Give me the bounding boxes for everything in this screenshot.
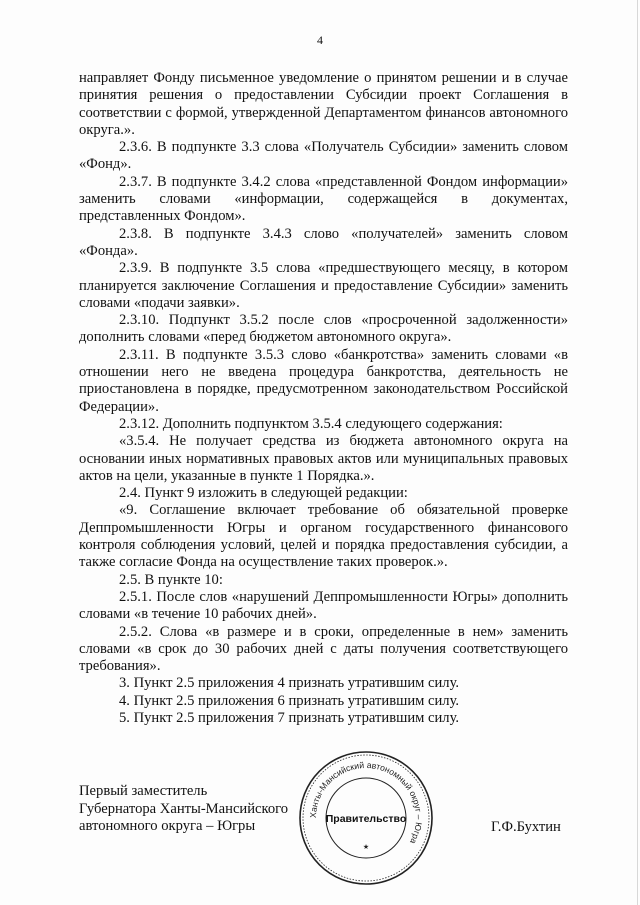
paragraph-5: 5. Пункт 2.5 приложения 7 признать утратившим силу. xyxy=(119,709,460,726)
page-edge xyxy=(637,0,638,905)
paragraph-3-5-4-quote: «3.5.4. Не получает средства из бюджета автономного округа на основании иных нормативных правовых актов или муниципальных правовых актов на цели, указанные в пункте 1 Порядка.». xyxy=(79,433,568,484)
paragraph-2-4: 2.4. Пункт 9 изложить в следующей редакции: xyxy=(119,485,408,502)
paragraph-2-5-1: 2.5.1. После слов «нарушений Деппромышленности Югры» дополнить словами «в течение 10 рабочих дней». xyxy=(79,588,568,623)
paragraph-2-5-2: 2.5.2. Слова «в размере и в сроки, определенные в нем» заменить словами «в срок до 30 рабочих дней с даты получения соответствующего требования». xyxy=(79,623,568,675)
paragraph-2-3-6: 2.3.6. В подпункте 3.3 слова «Получатель Субсидии» заменить словом «Фонд». xyxy=(79,139,568,173)
paragraph-continuation: направляет Фонду письменное уведомление о принятом решении и в случае принятия решения о предоставлении Субсидии проект Соглашения в соответствии с формой, утвержденной Департаментом финансов автономного округа.». xyxy=(79,70,568,138)
seal-star-icon: ★ xyxy=(362,843,370,851)
position-line: Губернатора Ханты-Мансийского xyxy=(79,800,289,817)
position-line: автономного округа – Югры xyxy=(79,818,256,834)
paragraph-2-3-8: 2.3.8. В подпункте 3.4.3 слово «получателей» заменить словом «Фонда». xyxy=(79,225,568,259)
paragraph-2-3-11: 2.3.11. В подпункте 3.5.3 слово «банкротства» заменить словами «в отношении него не введена процедура банкротства, деятельность не приостановлена в порядке, предусмотренном законодательством Российской Федерации». xyxy=(79,346,568,415)
official-seal xyxy=(296,748,436,888)
paragraph-4: 4. Пункт 2.5 приложения 6 признать утратившим силу. xyxy=(119,692,460,709)
paragraph-2-3-9: 2.3.9. В подпункте 3.5 слова «предшествующего месяцу, в котором планируется заключение Соглашения и предоставление Субсидии» заменить словами «подачи заявки». xyxy=(79,260,568,311)
paragraph-2-3-10: 2.3.10. Подпункт 3.5.2 после слов «просроченной задолженности» дополнить словами «перед бюджетом автономного округа». xyxy=(79,312,568,346)
paragraph-2-5: 2.5. В пункте 10: xyxy=(119,571,223,588)
page-number: 4 xyxy=(317,33,323,47)
signatory-position xyxy=(79,783,288,836)
paragraph-3: 3. Пункт 2.5 приложения 4 признать утратившим силу. xyxy=(119,675,460,692)
document-body xyxy=(79,70,568,727)
position-line: Первый заместитель xyxy=(79,783,208,799)
paragraph-9-quote: «9. Соглашение включает требование об обязательной проверке Деппромышленности Югры и органом государственного финансового контроля соблюдения условий, целей и порядка предоставления субсидии, а также согласие Фонда на осуществление таких проверок.». xyxy=(79,502,568,571)
seal-ring-text: Ханты-Мансийский автономный округ – Югра xyxy=(307,759,425,846)
signatory-name: Г.Ф.Бухтин xyxy=(491,819,561,835)
paragraph-2-3-7: 2.3.7. В подпункте 3.4.2 слова «представленной Фондом информации» заменить словами «информации, содержащейся в документах, представленных Фондом». xyxy=(79,173,568,225)
seal-center-text: Правительство xyxy=(325,813,407,825)
paragraph-2-3-12: 2.3.12. Дополнить подпунктом 3.5.4 следующего содержания: xyxy=(119,415,503,432)
